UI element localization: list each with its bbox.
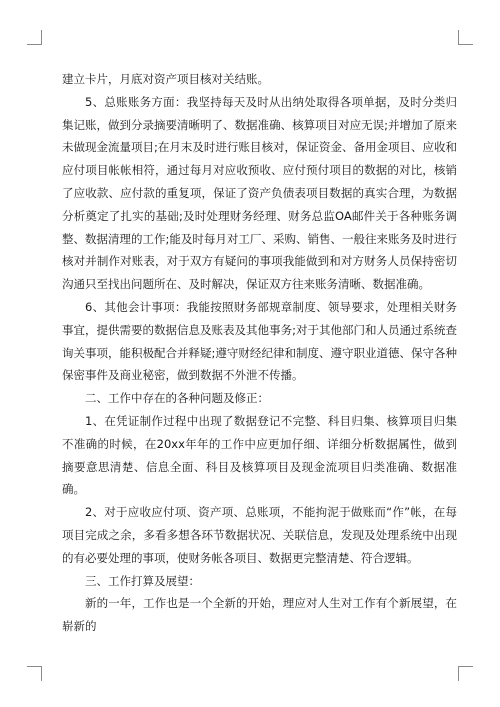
document-body [62, 68, 457, 638]
crop-mark-top-left [27, 30, 42, 45]
crop-mark-top-right [458, 30, 473, 45]
crop-mark-bottom-right [458, 666, 473, 681]
section-heading-plans: 三、工作打算及展望： [85, 573, 200, 588]
paragraph-problem-1: 1、在凭证制作过程中出现了数据登记不完整、科目归集、核算项目归集不准确的时候，在20xx年年的工作中应更加仔细、详细分析数据属性，做到摘要意思清楚、信息全面、科目及核算项目及现金流项目归类准确、数据准确。 [62, 413, 457, 497]
paragraph-new-year: 新的一年，工作也是一个全新的开始，理应对人生对工作有个新展望，在崭新的 [62, 596, 457, 634]
paragraph-general-ledger: 5、总账账务方面：我坚持每天及时从出纳处取得各项单据，及时分类归集记账，做到分录摘要清晰明了、数据准确、核算项目对应无误;并增加了原来未做现金流量项目;在月末及时进行账目核对，保证资金、备用金项目、应收和应付项目帐帐相符，通过每月对应收预收、应付预付项目的数据的对比，核销了应收款、应付款的重复项，保证了资产负债表项目数据的真实合理，为数据分析奠定了扎实的基础;及时处理财务经理、财务总监OA邮件关于各种账务调整、数据清理的工作;能及时每月对工厂、采购、销售、一般往来账务及时进行核对并制作对账表，对于双方有疑问的事项我能做到和对方财务人员保持密切沟通只至找出问题所在、及时解决，保证双方往来账务清晰、数据准确。 [62, 94, 457, 292]
paragraph-problem-2: 2、对于应收应付项、资产项、总账项，不能拘泥于做账而“作”帐，在每项目完成之余，多看多想各环节数据状况、关联信息，发现及处理系统中出现的有必要处理的事项，使财务帐各项目、数据更完整清楚、符合逻辑。 [62, 505, 457, 565]
paragraph-continuation: 建立卡片，月底对资产项目核对关结账。 [62, 72, 269, 86]
crop-mark-bottom-left [27, 666, 42, 681]
section-heading-problems: 二、工作中存在的各种问题及修正： [85, 391, 269, 406]
paragraph-other-accounting: 6、其他会计事项：我能按照财务部规章制度、领导要求，处理相关财务事宜，提供需要的数据信息及账表及其他事务;对于其他部门和人员通过系统查询关事项，能积极配合并释疑;遵守财经纪律和制度、遵守职业道德、保守各种保密事件及商业秘密，做到数据不外泄不传播。 [62, 299, 457, 383]
